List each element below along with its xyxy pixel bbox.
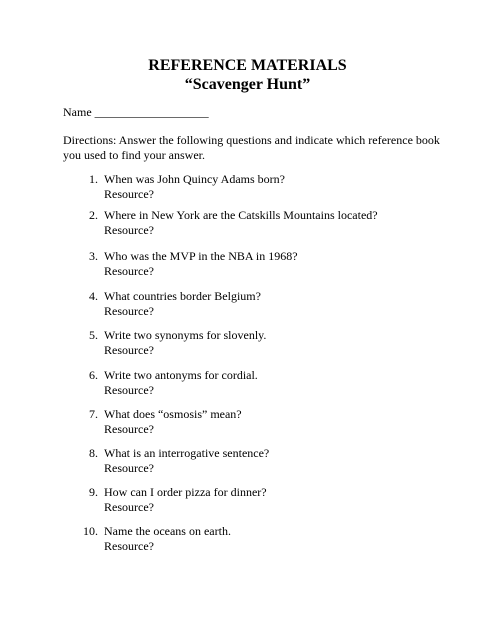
question-item xyxy=(0,249,495,279)
question-item xyxy=(0,446,495,476)
resource-prompt: Resource? xyxy=(104,222,154,237)
worksheet-title: REFERENCE MATERIALS xyxy=(148,57,347,74)
question-text: Write two synonyms for slovenly. xyxy=(104,328,267,342)
question-number: 3. xyxy=(89,249,98,263)
resource-prompt: Resource? xyxy=(104,342,154,357)
question-item xyxy=(0,524,495,554)
resource-prompt: Resource? xyxy=(104,382,154,397)
question-item xyxy=(0,368,495,398)
question-text: What is an interrogative sentence? xyxy=(104,446,270,460)
question-text: Where in New York are the Catskills Mountains located? xyxy=(104,208,378,222)
resource-prompt: Resource? xyxy=(104,460,154,475)
question-number: 8. xyxy=(89,446,98,460)
question-text: Who was the MVP in the NBA in 1968? xyxy=(104,249,298,263)
question-item xyxy=(0,289,495,319)
resource-prompt: Resource? xyxy=(104,499,154,514)
question-text: Write two antonyms for cordial. xyxy=(104,368,258,382)
question-number: 6. xyxy=(89,368,98,382)
question-item xyxy=(0,208,495,238)
question-item xyxy=(0,407,495,437)
resource-prompt: Resource? xyxy=(104,538,154,553)
question-number: 10. xyxy=(83,524,98,538)
question-item xyxy=(0,328,495,358)
question-item xyxy=(0,172,495,202)
resource-prompt: Resource? xyxy=(104,186,154,201)
question-number: 9. xyxy=(89,485,98,499)
resource-prompt: Resource? xyxy=(104,421,154,436)
name-field-label: Name ___________________ xyxy=(63,105,209,119)
resource-prompt: Resource? xyxy=(104,303,154,318)
question-number: 4. xyxy=(89,289,98,303)
question-number: 2. xyxy=(89,208,98,222)
question-number: 1. xyxy=(89,172,98,186)
resource-prompt: Resource? xyxy=(104,263,154,278)
question-number: 5. xyxy=(89,328,98,342)
question-number: 7. xyxy=(89,407,98,421)
worksheet-subtitle: “Scavenger Hunt” xyxy=(184,76,311,93)
question-text: What countries border Belgium? xyxy=(104,289,261,303)
question-text: Name the oceans on earth. xyxy=(104,524,231,538)
question-text: When was John Quincy Adams born? xyxy=(104,172,285,186)
question-text: How can I order pizza for dinner? xyxy=(104,485,267,499)
directions-text: Directions: Answer the following questions and indicate which reference book you used to find your answer. xyxy=(63,133,440,162)
question-text: What does “osmosis” mean? xyxy=(104,407,242,421)
question-item xyxy=(0,485,495,515)
